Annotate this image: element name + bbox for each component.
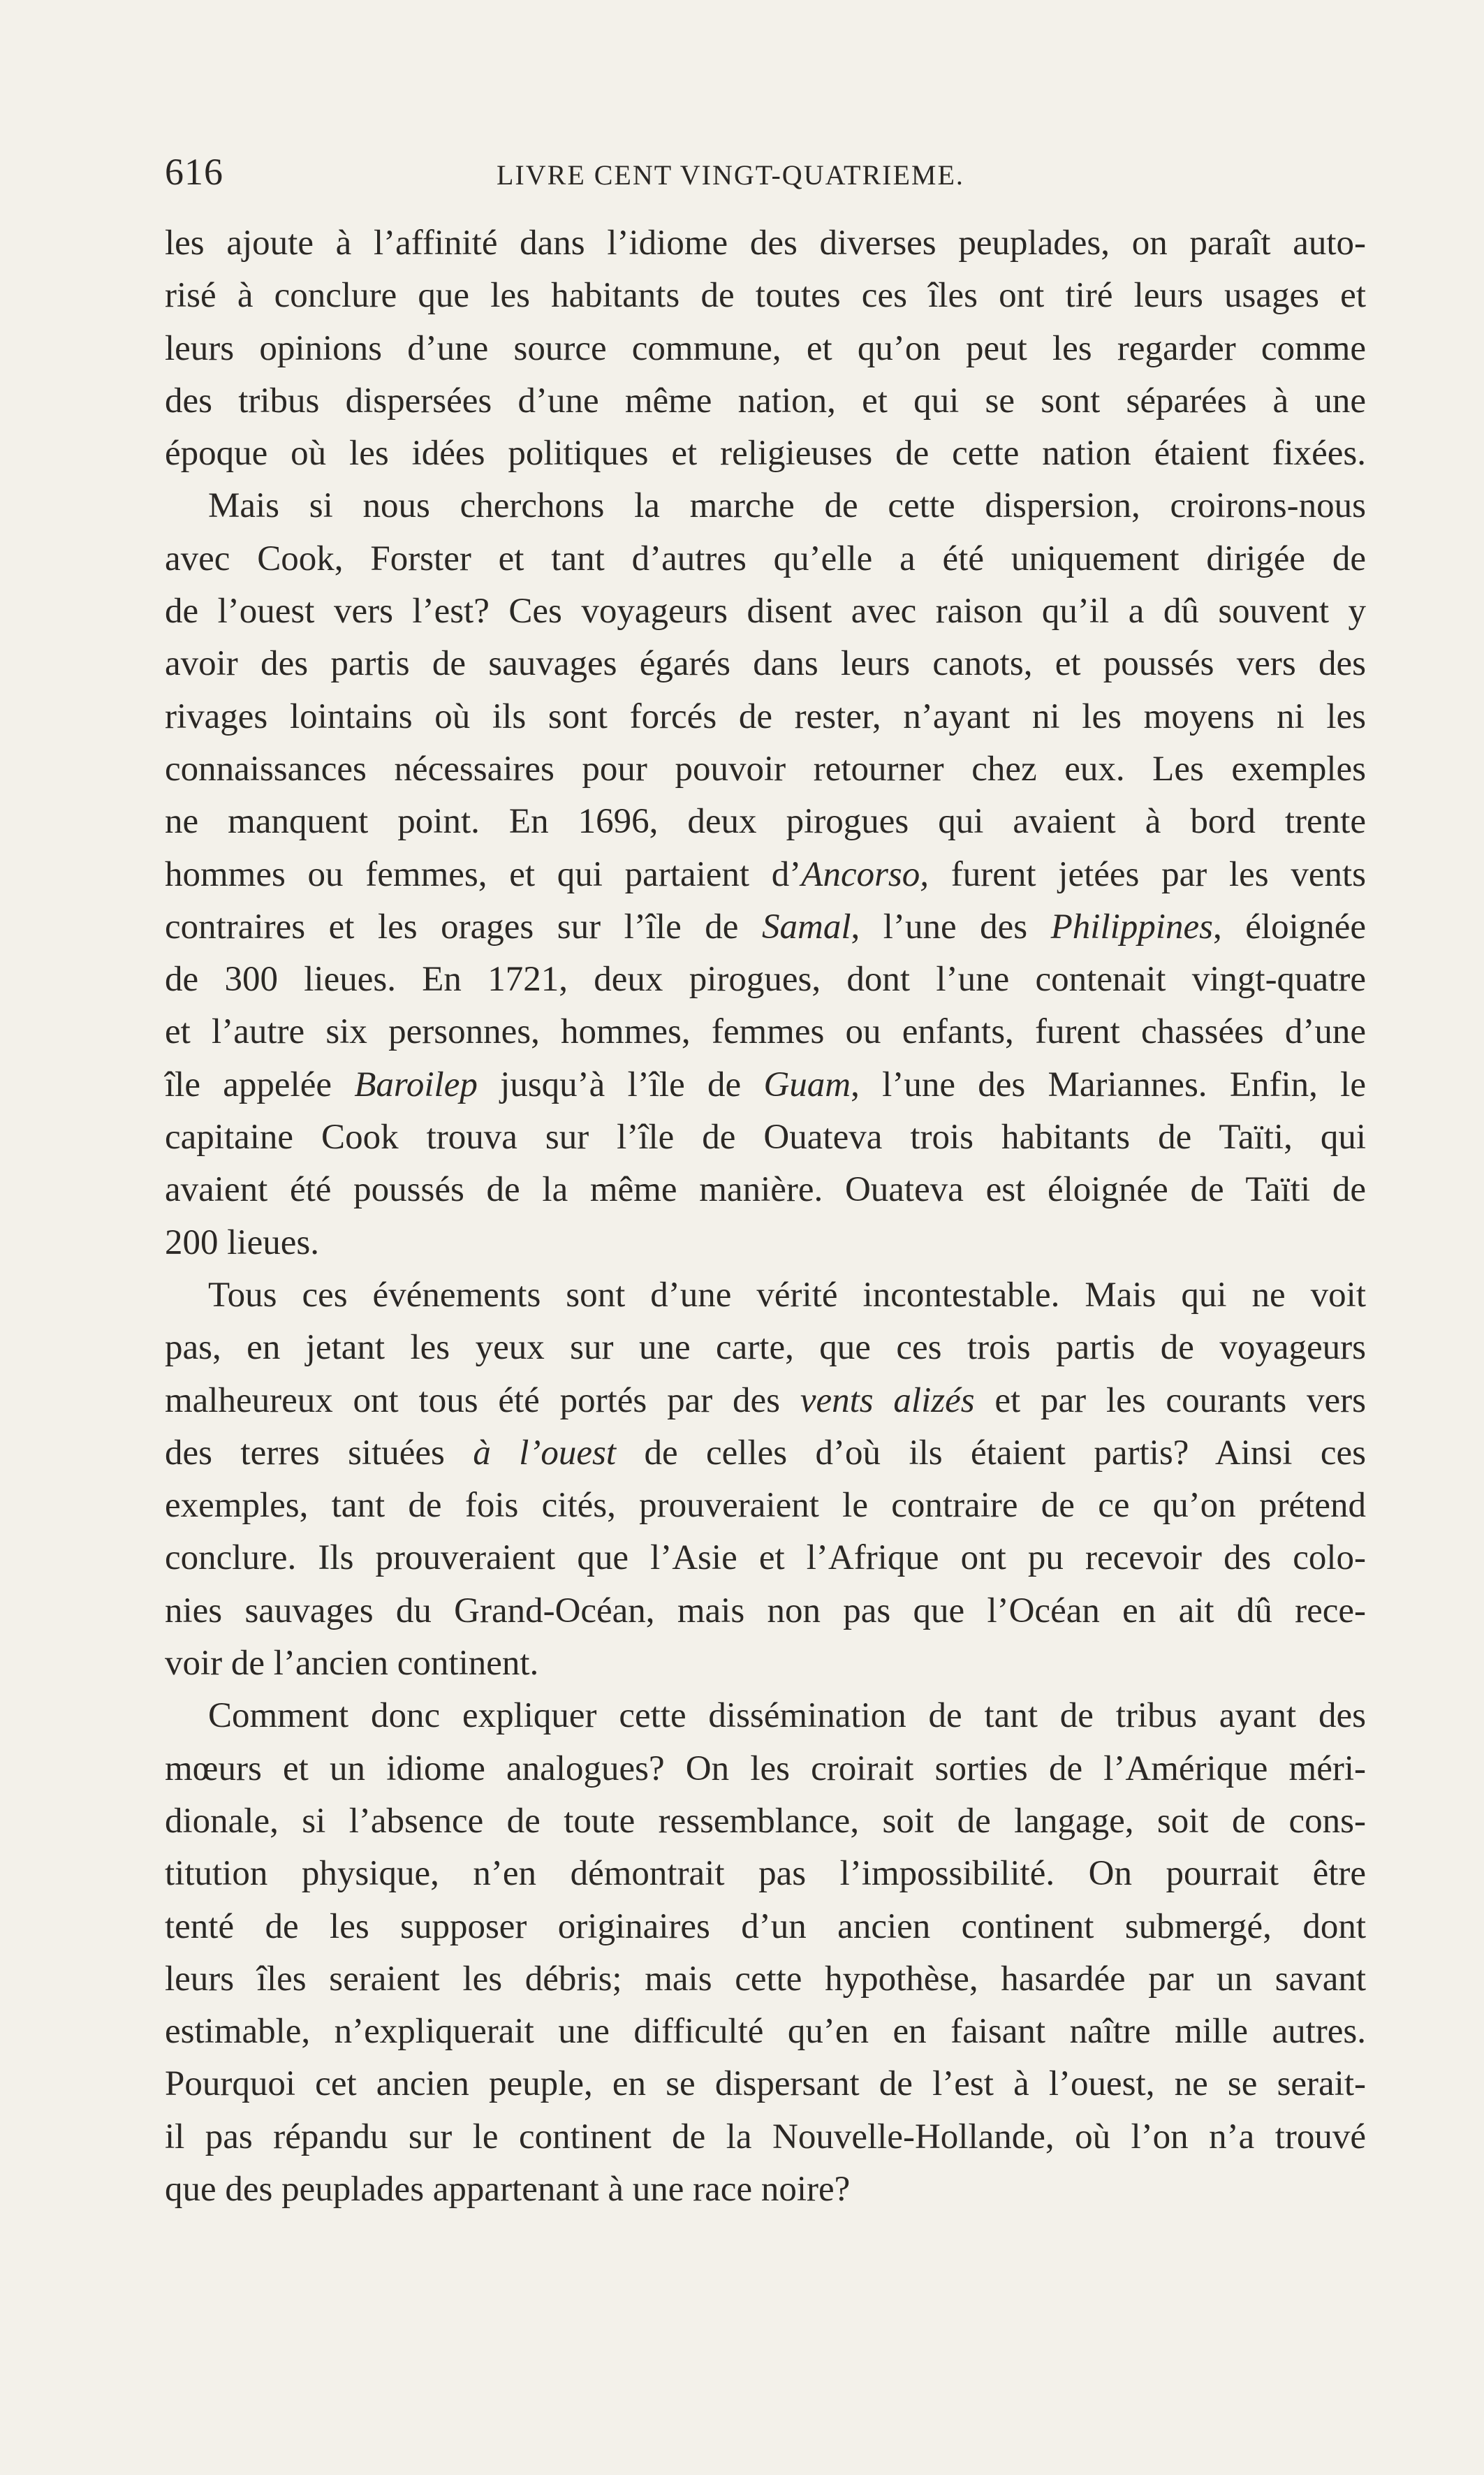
text-line: exemples, tant de fois cités, prouveraient le contraire de ce qu’on prétend [165, 1486, 1366, 1526]
body-text [165, 217, 1366, 2216]
text-line: capitaine Cook trouva sur l’île de Ouateva trois habitants de Taïti, qui [165, 1118, 1366, 1158]
text-run: et par les courants vers [974, 1380, 1366, 1420]
text-line: dionale, si l’absence de toute ressemblance, soit de langage, soit de cons- [165, 1801, 1366, 1841]
text-run: , l’une des [851, 907, 1051, 947]
text-run: furent jetées par les vents [929, 854, 1367, 894]
text-run: malheureux ont tous été portés par des [165, 1380, 800, 1420]
text-run: hommes ou femmes, et qui partaient d’ [165, 854, 802, 894]
italic-place-baroilep: Baroilep [354, 1065, 478, 1104]
text-line: mœurs et un idiome analogues? On les croirait sorties de l’Amérique méri- [165, 1748, 1366, 1788]
text-line [165, 901, 1366, 954]
text-line: connaissances nécessaires pour pouvoir retourner chez eux. Les exemples [165, 749, 1366, 789]
italic-place-ancorso: Ancorso, [801, 854, 930, 894]
text-line: Tous ces événements sont d’une vérité incontestable. Mais qui ne voit [208, 1275, 1366, 1315]
text-run: île appelée [165, 1065, 355, 1104]
text-line [165, 1375, 1366, 1427]
text-line: leurs opinions d’une source commune, et qu’on peut les regarder comme [165, 328, 1366, 368]
text-line: les ajoute à l’affinité dans l’idiome des diverses peuplades, on paraît auto- [165, 224, 1366, 263]
text-line: ne manquent point. En 1696, deux pirogues qui avaient à bord trente [165, 802, 1366, 842]
text-line: estimable, n’expliquerait une difficulté qu’en en faisant naître mille autres. [165, 2012, 1366, 2052]
paragraph-1 [165, 217, 1366, 480]
paragraph-3 [165, 1269, 1366, 1690]
text-run: des terres situées [165, 1433, 473, 1473]
page-number: 616 [165, 151, 223, 193]
text-line: des tribus dispersées d’une même nation, et qui se sont séparées à une [165, 381, 1366, 421]
text-line: nies sauvages du Grand-Océan, mais non pas que l’Océan en ait dû rece- [165, 1591, 1366, 1630]
italic-place-samal: Samal [762, 907, 851, 947]
text-line: avoir des partis de sauvages égarés dans leurs canots, et poussés vers des [165, 644, 1366, 684]
text-line: tenté de les supposer originaires d’un ancien continent submergé, dont [165, 1906, 1366, 1946]
text-run: , l’une des Mariannes. Enfin, le [851, 1065, 1366, 1104]
text-run: de celles d’où ils étaient partis? Ainsi ces [616, 1433, 1366, 1473]
text-line: 200 lieues. [165, 1222, 319, 1262]
text-line [165, 1059, 1366, 1111]
text-line: et l’autre six personnes, hommes, femmes ou enfants, furent chassées d’une [165, 1012, 1366, 1052]
text-line: Comment donc expliquer cette dissémination de tant de tribus ayant des [208, 1696, 1366, 1736]
text-line: que des peuplades appartenant à une race noire? [165, 2169, 851, 2209]
text-line: de l’ouest vers l’est? Ces voyageurs disent avec raison qu’il a dû souvent y [165, 592, 1366, 631]
text-line: titution physique, n’en démontrait pas l’impossibilité. On pourrait être [165, 1854, 1366, 1894]
text-line: pas, en jetant les yeux sur une carte, que ces trois partis de voyageurs [165, 1328, 1366, 1368]
text-line: voir de l’ancien continent. [165, 1644, 539, 1684]
text-line: rivages lointains où ils sont forcés de rester, n’ayant ni les moyens ni les [165, 696, 1366, 736]
text-run: contraires et les orages sur l’île de [165, 907, 762, 947]
page-header [165, 150, 1366, 206]
text-line: risé à conclure que les habitants de toutes ces îles ont tiré leurs usages et [165, 276, 1366, 316]
text-line: de 300 lieues. En 1721, deux pirogues, dont l’une contenait vingt-quatre [165, 960, 1366, 1000]
italic-place-philippines: Philippines [1050, 907, 1213, 947]
text-line [165, 1427, 1366, 1480]
text-line: il pas répandu sur le continent de la Nouvelle-Hollande, où l’on n’a trouvé [165, 2117, 1366, 2156]
running-title: LIVRE CENT VINGT-QUATRIEME. [497, 159, 964, 191]
text-line: Mais si nous cherchons la marche de cette dispersion, croirons-nous [208, 486, 1366, 526]
paragraph-4 [165, 1690, 1366, 2216]
italic-place-guam: Guam [763, 1065, 851, 1104]
italic-vents-alizes: vents alizés [800, 1380, 975, 1420]
text-line: avaient été poussés de la même manière. Ouateva est éloignée de Taïti de [165, 1170, 1366, 1210]
text-line [165, 849, 1366, 901]
text-line: conclure. Ils prouveraient que l’Asie et l’Afrique ont pu recevoir des colo- [165, 1538, 1366, 1578]
text-run: , éloignée [1212, 907, 1367, 947]
italic-a-l-ouest: à l’ouest [473, 1433, 617, 1473]
text-run: jusqu’à l’île de [477, 1065, 764, 1104]
paragraph-2 [165, 480, 1366, 1269]
text-line: avec Cook, Forster et tant d’autres qu’elle a été uniquement dirigée de [165, 539, 1366, 578]
text-line: leurs îles seraient les débris; mais cette hypothèse, hasardée par un savant [165, 1959, 1366, 1999]
text-line: époque où les idées politiques et religieuses de cette nation étaient fixées. [165, 434, 1366, 474]
text-line: Pourquoi cet ancien peuple, en se dispersant de l’est à l’ouest, ne se serait- [165, 2064, 1366, 2104]
